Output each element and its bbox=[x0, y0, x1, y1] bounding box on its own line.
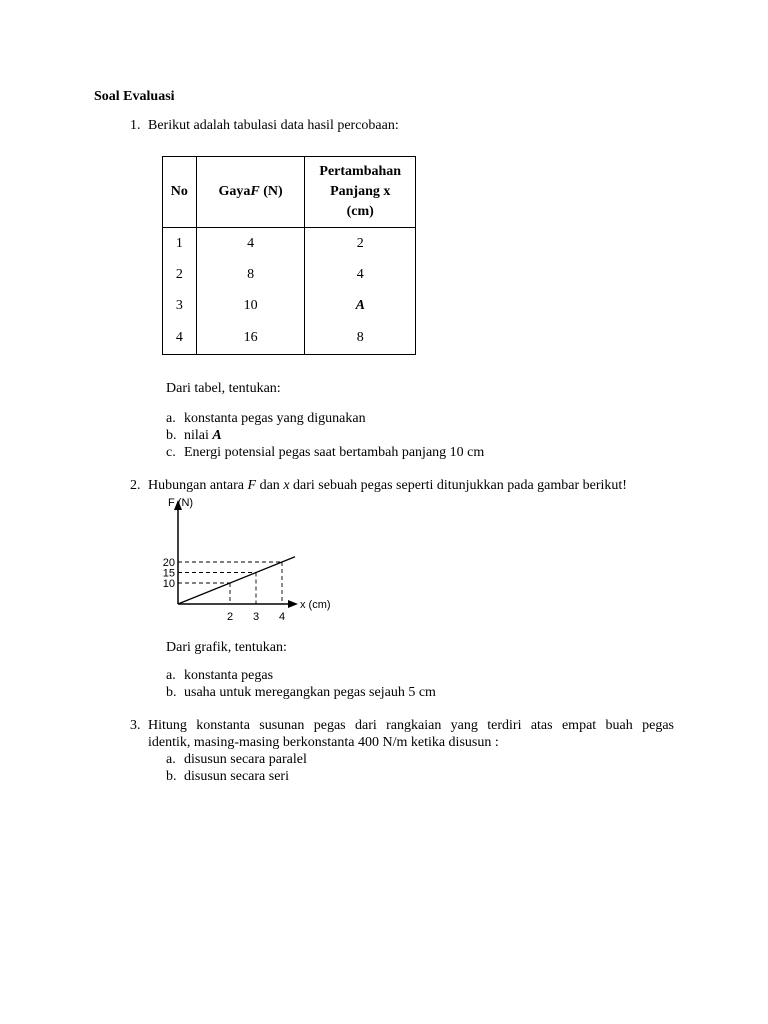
q1-item-b-emph: A bbox=[212, 428, 222, 443]
q2-symbol-f: F bbox=[247, 478, 257, 493]
cell-extension: 2 bbox=[305, 228, 416, 260]
y-tick-label: 15 bbox=[162, 567, 175, 580]
table-row bbox=[163, 228, 416, 260]
page-title: Soal Evaluasi bbox=[94, 89, 175, 104]
q1-item-c-text: Energi potensial pegas saat bertambah panjang 10 cm bbox=[184, 445, 485, 460]
q1-item-b-label: b. bbox=[166, 428, 177, 443]
q2-text-part1: Hubungan antara bbox=[148, 478, 248, 493]
header-extension-line1: Pertambahan bbox=[319, 164, 402, 179]
q3-item-b-text: disusun secara seri bbox=[184, 769, 289, 784]
q2-prompt: Dari grafik, tentukan: bbox=[166, 640, 287, 655]
table-header-row bbox=[163, 157, 416, 228]
y-axis-label: F (N) bbox=[168, 497, 194, 509]
cell-extension: A bbox=[305, 290, 416, 321]
cell-force: 8 bbox=[196, 259, 305, 290]
header-no: No bbox=[163, 157, 197, 228]
q2-item-a-text: konstanta pegas bbox=[184, 668, 274, 683]
header-force-label: Gaya bbox=[218, 184, 251, 199]
q3-item-b-label: b. bbox=[166, 769, 177, 784]
x-tick-label: 2 bbox=[226, 611, 234, 623]
q2-text-part3: dari sebuah pegas seperti ditunjukkan pada gambar berikut! bbox=[289, 478, 627, 493]
table-row bbox=[163, 321, 416, 355]
x-tick-label: 4 bbox=[278, 611, 286, 623]
header-extension-line2: Panjang x bbox=[330, 184, 391, 199]
q1-item-a-label: a. bbox=[166, 411, 176, 426]
force-extension-chart bbox=[150, 492, 370, 627]
q3-text-line2: identik, masing-masing berkonstanta 400 N/m ketika disusun : bbox=[148, 735, 499, 750]
header-extension-line3: (cm) bbox=[346, 204, 374, 219]
q2-item-b-label: b. bbox=[166, 685, 177, 700]
q2-symbol-x: x bbox=[283, 478, 290, 493]
y-tick-label: 10 bbox=[162, 578, 175, 590]
q1-item-c-label: c. bbox=[166, 445, 176, 460]
q3-text-line1: Hitung konstanta susunan pegas dari rangkaian yang terdiri atas empat buah pegas bbox=[148, 718, 674, 733]
q1-item-a-text: konstanta pegas yang digunakan bbox=[184, 411, 366, 426]
q3-item-a-label: a. bbox=[166, 752, 176, 767]
q1-prompt: Dari tabel, tentukan: bbox=[166, 381, 281, 396]
table-row bbox=[163, 259, 416, 290]
table-row bbox=[163, 290, 416, 321]
q1-text: Berikut adalah tabulasi data hasil percobaan: bbox=[148, 118, 399, 133]
x-axis-arrow bbox=[288, 600, 298, 608]
x-axis-label: x (cm) bbox=[300, 599, 331, 611]
series-line bbox=[178, 557, 295, 604]
data-table bbox=[162, 156, 416, 355]
x-tick-label: 3 bbox=[252, 611, 260, 623]
header-force-symbol: F bbox=[250, 184, 260, 199]
cell-no: 2 bbox=[163, 259, 197, 290]
q2-item-b-text: usaha untuk meregangkan pegas sejauh 5 cm bbox=[184, 685, 436, 700]
cell-extension: 8 bbox=[305, 321, 416, 355]
header-force bbox=[196, 157, 305, 228]
q1-number: 1. bbox=[130, 118, 141, 133]
cell-no: 3 bbox=[163, 290, 197, 321]
cell-no: 4 bbox=[163, 321, 197, 355]
header-force-unit: (N) bbox=[259, 184, 283, 199]
cell-force: 4 bbox=[196, 228, 305, 260]
y-tick-label: 20 bbox=[162, 557, 175, 569]
q1-item-b-text-main: nilai bbox=[184, 428, 213, 443]
q3-number: 3. bbox=[130, 718, 141, 733]
cell-extension: 4 bbox=[305, 259, 416, 290]
cell-force: 10 bbox=[196, 290, 305, 321]
q3-item-a-text: disusun secara paralel bbox=[184, 752, 307, 767]
cell-force: 16 bbox=[196, 321, 305, 355]
cell-no: 1 bbox=[163, 228, 197, 260]
header-extension bbox=[305, 157, 416, 228]
q2-number: 2. bbox=[130, 478, 141, 493]
q2-item-a-label: a. bbox=[166, 668, 176, 683]
chart-ticks bbox=[163, 557, 285, 623]
q2-text-part2: dan bbox=[256, 478, 284, 493]
q1-item-b-text bbox=[184, 428, 222, 444]
